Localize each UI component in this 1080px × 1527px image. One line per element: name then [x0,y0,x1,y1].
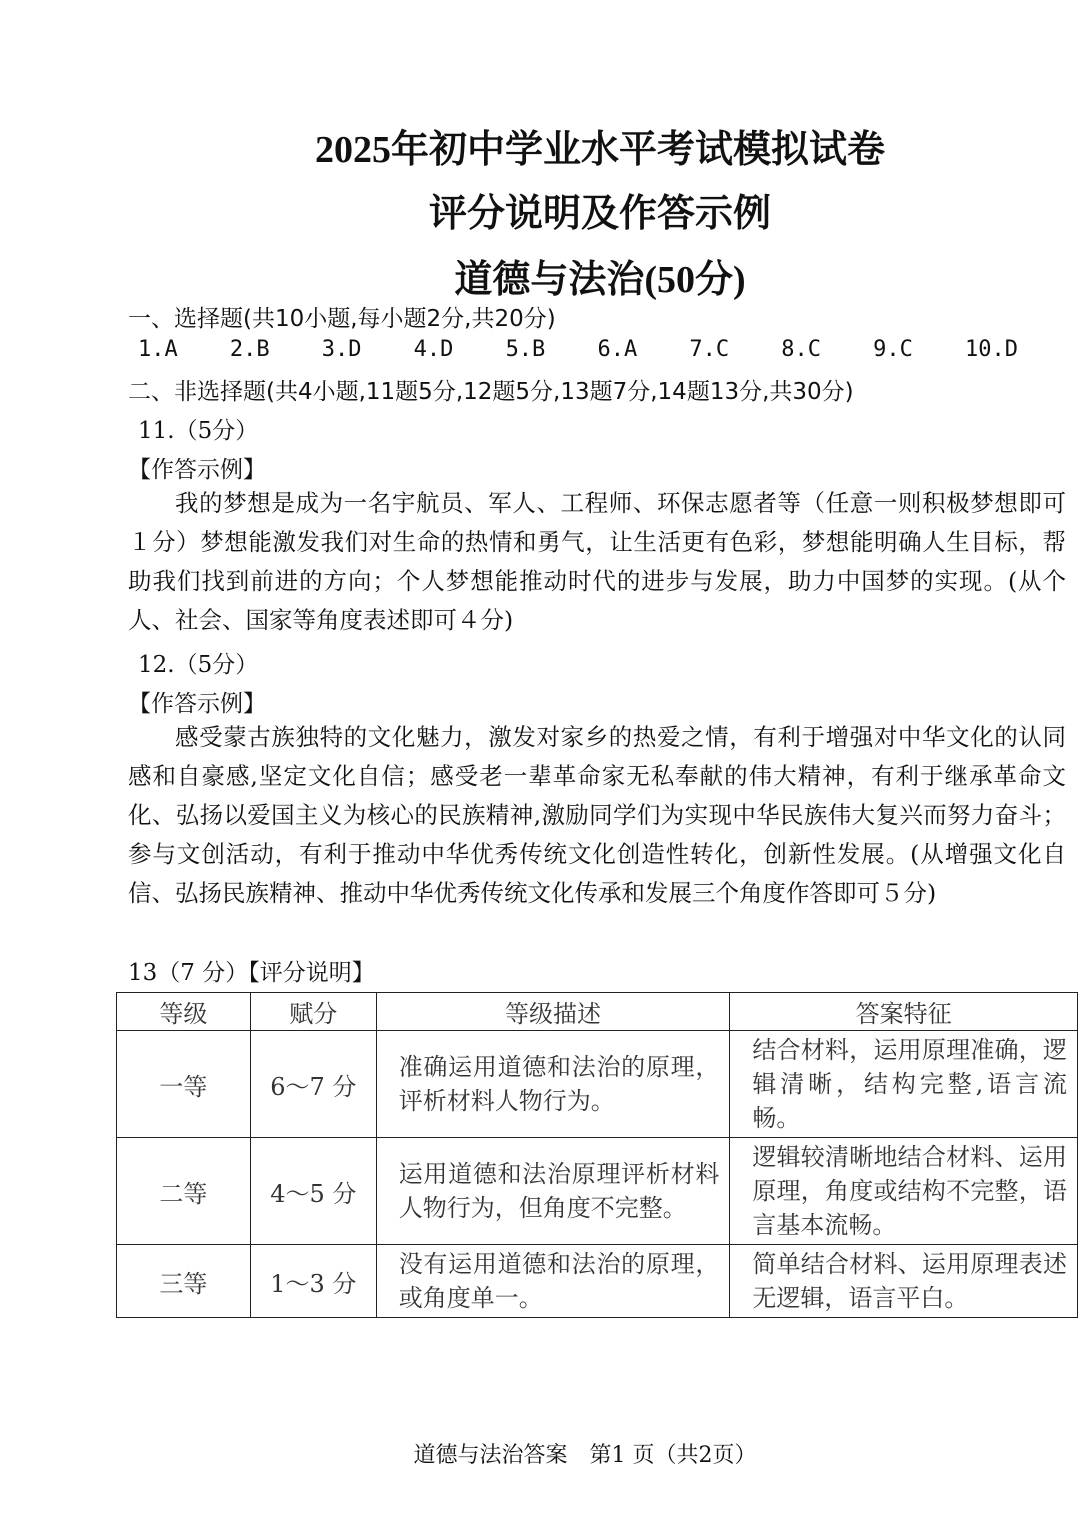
cell-description: 没有运用道德和法治的原理，或角度单一。 [376,1245,730,1318]
header-grade: 等级 [117,993,251,1031]
answer-item: 9.C [873,337,913,362]
section2-heading: 二、非选择题(共4小题,11题5分,12题5分,13题7分,14题13分,共30分) [128,379,854,405]
answer-item: 8.C [781,337,821,362]
answer-item: 10.D [965,337,1018,362]
exam-title: 2025年初中学业水平考试模拟试卷 [314,129,885,171]
answer-item: 1.A [138,337,178,362]
cell-score: 1～3 分 [250,1245,376,1318]
cell-score: 4～5 分 [250,1138,376,1245]
cell-grade: 三等 [117,1245,251,1318]
cell-features: 简单结合材料、运用原理表述无逻辑，语言平白。 [730,1245,1078,1318]
choice-answers [138,337,1018,362]
header-description: 等级描述 [376,993,730,1031]
cell-grade: 二等 [117,1138,251,1245]
cell-description: 准确运用道德和法治的原理，评析材料人物行为。 [376,1031,730,1138]
subject-title: 道德与法治(50分) [454,259,746,301]
exam-subtitle: 评分说明及作答示例 [428,193,771,235]
header-score: 赋分 [250,993,376,1031]
cell-score: 6～7 分 [250,1031,376,1138]
answer-item: 6.A [597,337,638,362]
cell-description: 运用道德和法治原理评析材料人物行为，但角度不完整。 [376,1138,730,1245]
header-features: 答案特征 [730,993,1078,1031]
table-header-row [117,993,1078,1031]
table-row [117,1245,1078,1318]
q13-label: 13（7 分）【评分说明】 [128,960,375,986]
answer-item: 7.C [689,337,730,362]
q11-answer-text: 我的梦想是成为一名宇航员、军人、工程师、环保志愿者等（任意一则积极梦想即可１分）梦想能激发我们对生命的热情和勇气，让生活更有色彩，梦想能明确人生目标，帮助我们找到前进的方向；个人梦想能推动时代的进步与发展，助力中国梦的实现。(从个人、社会、国家等角度表述即可４分) [128,489,1066,634]
answer-item: 4.D [413,337,454,362]
cell-features: 逻辑较清晰地结合材料、运用原理，角度或结构不完整，语言基本流畅。 [730,1138,1078,1245]
q12-example-label: 【作答示例】 [128,691,266,717]
q12-answer [128,718,1066,913]
answer-item: 2.B [229,337,270,362]
answer-item: 3.D [321,337,362,362]
table-row [117,1138,1078,1245]
answer-item: 5.B [505,337,546,362]
grading-table [116,992,1078,1318]
q11-answer [128,484,1066,640]
q11-example-label: 【作答示例】 [128,457,266,483]
q12-answer-text: 感受蒙古族独特的文化魅力，激发对家乡的热爱之情，有利于增强对中华文化的认同感和自豪感,坚定文化自信；感受老一辈革命家无私奉献的伟大精神，有利于继承革命文化、弘扬以爱国主义为核心的民族精神,激励同学们为实现中华民族伟大复兴而努力奋斗；参与文创活动，有利于推动中华优秀传统文化创造性转化，创新性发展。(从增强文化自信、弘扬民族精神、推动中华优秀传统文化传承和发展三个角度作答即可５分) [128,723,1066,907]
q11-label: 11.（5分） [138,418,259,444]
cell-grade: 一等 [117,1031,251,1138]
section1-heading: 一、选择题(共10小题,每小题2分,共20分) [128,306,556,332]
q12-label: 12.（5分） [138,652,259,678]
cell-features: 结合材料，运用原理准确，逻辑清晰，结构完整,语言流畅。 [730,1031,1078,1138]
table-row [117,1031,1078,1138]
page-footer: 道德与法治答案 第1 页（共2页） [413,1443,757,1468]
